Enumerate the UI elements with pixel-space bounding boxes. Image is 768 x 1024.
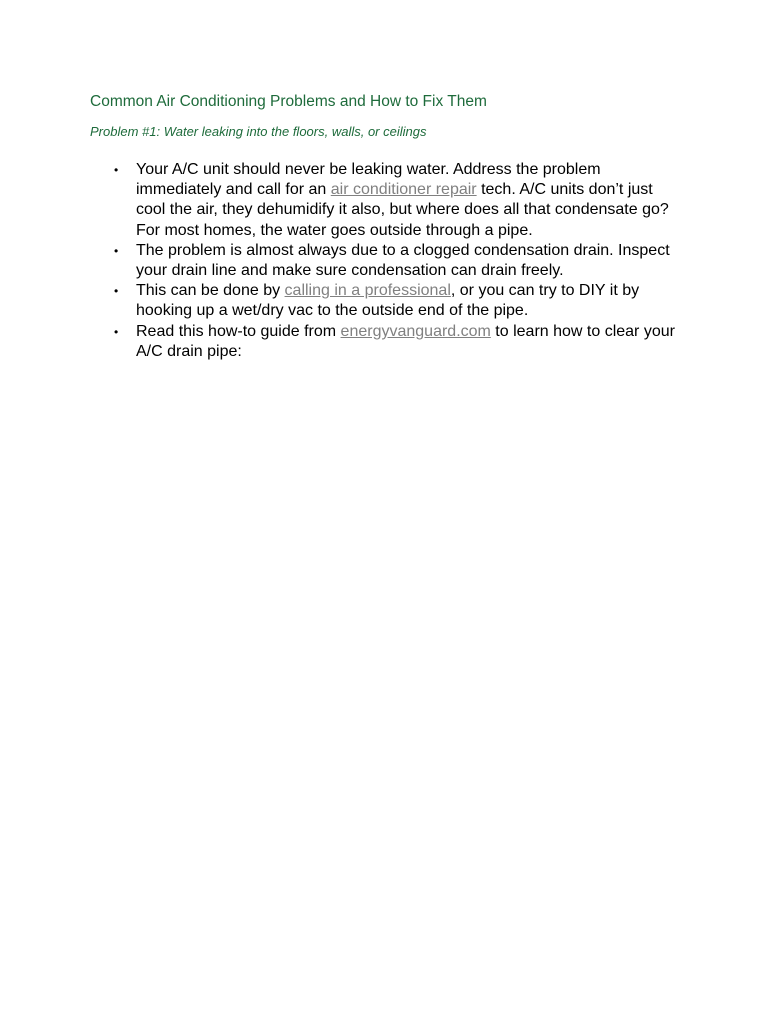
air-conditioner-repair-link[interactable]: air conditioner repair — [330, 181, 477, 199]
list-item-text: , or you can try to DIY it by hooking up a wet/dry vac to the outside end of the pipe. — [136, 282, 640, 320]
list-item-text: The problem is almost always due to a clogged condensation drain. Inspect your drain line and make sure condensation can drain freely. — [136, 241, 670, 280]
energyvanguard-link[interactable]: energyvanguard.com — [340, 322, 491, 340]
list-item — [114, 322, 676, 362]
list-item — [114, 241, 676, 281]
list-item — [114, 281, 676, 321]
list-item — [114, 160, 676, 241]
list-item-text: tech. A/C units don’t just cool the air, they dehumidify it also, but where does all that condensate go? For most homes, the water goes outside through a pipe. — [136, 181, 669, 239]
list-item-text: Your A/C unit should never be leaking water. Address the problem immediately and call for an — [136, 161, 601, 199]
bullet-icon: • — [114, 243, 119, 258]
list-item-text: Read this how-to guide from — [136, 322, 341, 340]
bullet-icon: • — [114, 284, 119, 299]
list-item-text: This can be done by — [136, 282, 285, 300]
list-item-text: to learn how to clear your A/C drain pipe: — [136, 322, 675, 360]
problem-subheading: Problem #1: Water leaking into the floors, walls, or ceilings — [90, 124, 427, 139]
page-title: Common Air Conditioning Problems and How to Fix Them — [90, 93, 487, 110]
calling-in-a-professional-link[interactable]: calling in a professional — [284, 282, 451, 300]
bullet-list — [114, 160, 676, 362]
bullet-icon: • — [114, 163, 119, 177]
bullet-icon: • — [114, 324, 119, 339]
